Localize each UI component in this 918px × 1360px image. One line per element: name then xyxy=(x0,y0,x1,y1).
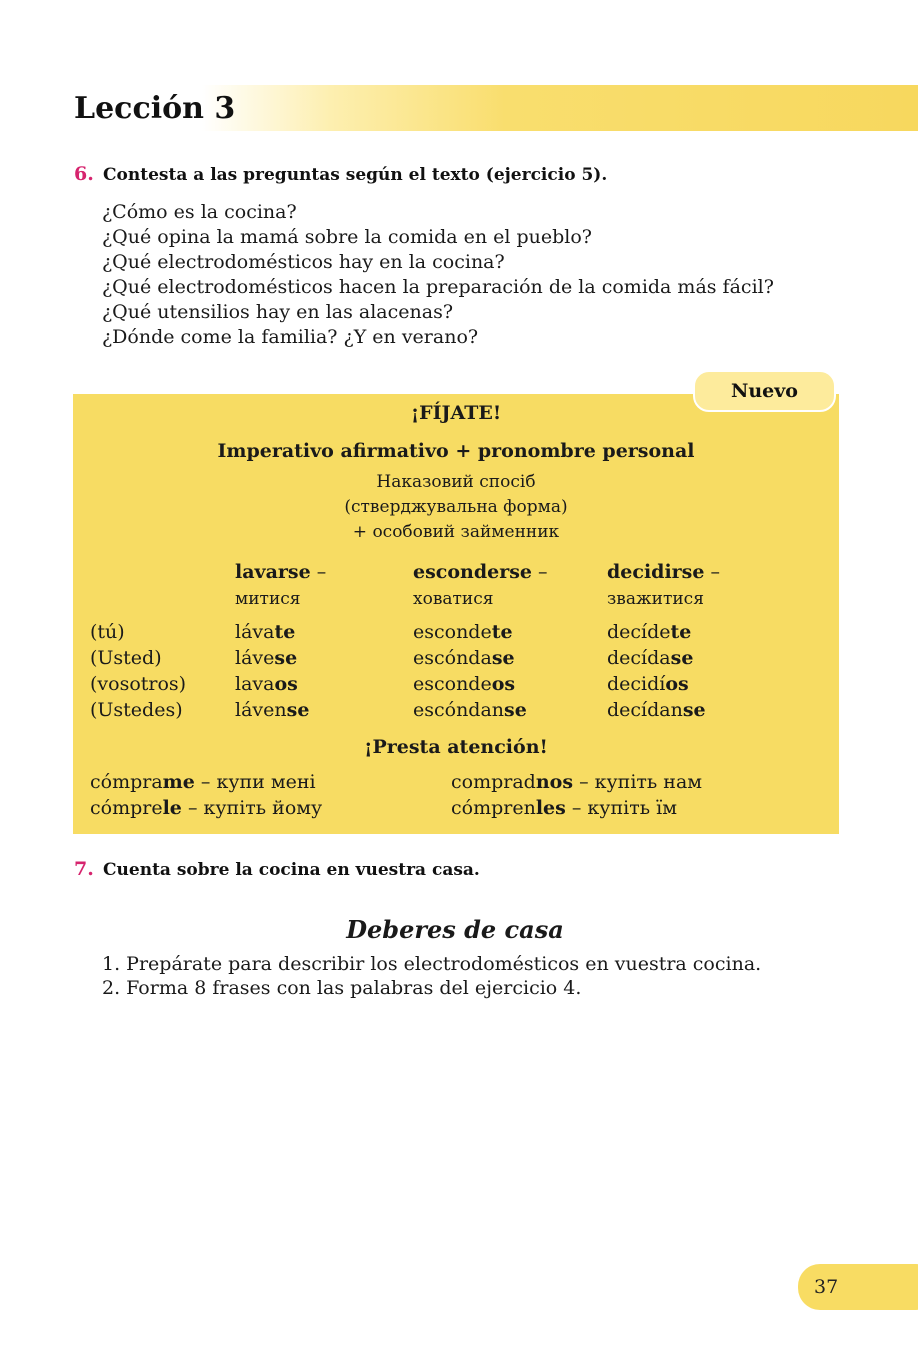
example-stem: cómpre xyxy=(90,797,163,819)
question-item: ¿Qué electrodomésticos hay en la cocina? xyxy=(102,251,505,273)
conjugation-stem: decídan xyxy=(607,699,683,721)
example-line xyxy=(90,769,316,795)
verb-dash: – xyxy=(532,561,548,583)
conjugation-cell xyxy=(413,619,513,645)
homework-title: Deberes de casa xyxy=(346,915,564,944)
verb-translation: зважитися xyxy=(607,589,704,609)
example-stem: comprad xyxy=(451,771,536,793)
exercise-6-number: 6. xyxy=(74,163,94,185)
conjugation-ending: te xyxy=(491,621,513,643)
conjugation-ending: os xyxy=(665,673,689,695)
conjugation-cell xyxy=(235,697,309,723)
question-list xyxy=(102,200,774,350)
pronoun-label: (Ustedes) xyxy=(90,699,183,721)
conjugation-ending: se xyxy=(286,699,310,721)
example-pronoun: me xyxy=(162,771,195,793)
homework-item: 1. Prepárate para describir los electrodomésticos en vuestra cocina. xyxy=(102,953,762,975)
example-translation: – купіть їм xyxy=(565,797,677,819)
verb-translation: митися xyxy=(235,589,301,609)
verb-header-lavarse xyxy=(235,559,326,585)
question-item: ¿Qué electrodomésticos hacen la preparación de la comida más fácil? xyxy=(102,276,774,298)
conjugation-cell xyxy=(413,645,515,671)
verb-translation: ховатися xyxy=(413,589,494,609)
conjugation-ending: se xyxy=(504,699,527,721)
verb-infinitive: lavarse xyxy=(235,561,311,583)
conjugation-stem: escóndan xyxy=(413,699,505,721)
example-pronoun: nos xyxy=(535,771,574,793)
question-item: ¿Cómo es la cocina? xyxy=(102,201,297,223)
ukrainian-explanation xyxy=(73,470,839,545)
question-item: ¿Qué utensilios hay en las alacenas? xyxy=(102,301,454,323)
conjugation-stem: decíde xyxy=(607,621,671,643)
pronoun-label: (vosotros) xyxy=(90,673,187,695)
conjugation-ending: os xyxy=(491,673,516,695)
conjugation-stem: láva xyxy=(235,621,275,643)
example-line xyxy=(451,769,702,795)
conjugation-ending: se xyxy=(491,647,515,669)
nuevo-tab: Nuevo xyxy=(693,370,836,412)
conjugation-ending: se xyxy=(670,647,694,669)
example-translation: – купіть нам xyxy=(573,771,703,793)
verb-dash: – xyxy=(310,561,327,583)
example-translation: – купи мені xyxy=(194,771,316,793)
ukrainian-line: (стверджувальна форма) xyxy=(344,497,568,517)
conjugation-ending: te xyxy=(670,621,692,643)
verb-infinitive: esconderse xyxy=(413,561,533,583)
conjugation-cell xyxy=(607,619,691,645)
conjugation-cell xyxy=(607,671,689,697)
question-item: ¿Dónde come la familia? ¿Y en verano? xyxy=(102,326,479,348)
pronoun-label: (Usted) xyxy=(90,647,162,669)
verb-header-esconderse xyxy=(413,559,548,585)
example-line xyxy=(90,795,322,821)
grammar-box-subtitle: Imperativo afirmativo + pronombre personal xyxy=(217,440,695,462)
example-stem: cómpren xyxy=(451,797,536,819)
question-item: ¿Qué opina la mamá sobre la comida en el pueblo? xyxy=(102,226,592,248)
exercise-6-instruction: Contesta a las preguntas según el texto (ejercicio 5). xyxy=(103,165,608,185)
conjugation-cell xyxy=(235,671,298,697)
conjugation-stem: esconde xyxy=(413,673,492,695)
exercise-7-number: 7. xyxy=(74,858,94,880)
example-pronoun: les xyxy=(535,797,566,819)
ukrainian-line: + особовий займенник xyxy=(352,522,560,542)
conjugation-stem: lava xyxy=(235,673,275,695)
conjugation-ending: se xyxy=(274,647,298,669)
conjugation-stem: decída xyxy=(607,647,671,669)
example-stem: cómpra xyxy=(90,771,163,793)
conjugation-stem: láve xyxy=(235,647,275,669)
conjugation-cell xyxy=(413,697,527,723)
homework-item: 2. Forma 8 frases con las palabras del ejercicio 4. xyxy=(102,977,582,999)
conjugation-stem: decidí xyxy=(607,673,666,695)
conjugation-stem: esconde xyxy=(413,621,492,643)
pronoun-label: (tú) xyxy=(90,621,125,643)
conjugation-cell xyxy=(607,697,706,723)
lesson-title: Lección 3 xyxy=(74,91,236,126)
example-line xyxy=(451,795,677,821)
example-pronoun: le xyxy=(162,797,182,819)
attention-title: ¡Presta atención! xyxy=(364,736,548,758)
grammar-box-title: ¡FÍJATE! xyxy=(410,402,502,424)
conjugation-cell xyxy=(413,671,515,697)
conjugation-cell xyxy=(607,645,693,671)
verb-dash: – xyxy=(704,561,721,583)
conjugation-stem: escónda xyxy=(413,647,492,669)
ukrainian-line: Наказовий спосіб xyxy=(376,472,536,492)
conjugation-cell xyxy=(235,645,297,671)
verb-header-decidirse xyxy=(607,559,720,585)
conjugation-cell xyxy=(235,619,295,645)
exercise-7-instruction: Cuenta sobre la cocina en vuestra casa. xyxy=(103,860,480,880)
conjugation-ending: te xyxy=(274,621,296,643)
verb-infinitive: decidirse xyxy=(607,561,705,583)
conjugation-stem: láven xyxy=(235,699,287,721)
conjugation-ending: se xyxy=(682,699,706,721)
example-translation: – купіть йому xyxy=(181,797,323,819)
conjugation-ending: os xyxy=(274,673,298,695)
homework-list xyxy=(102,952,761,1000)
page-number: 37 xyxy=(814,1276,839,1298)
